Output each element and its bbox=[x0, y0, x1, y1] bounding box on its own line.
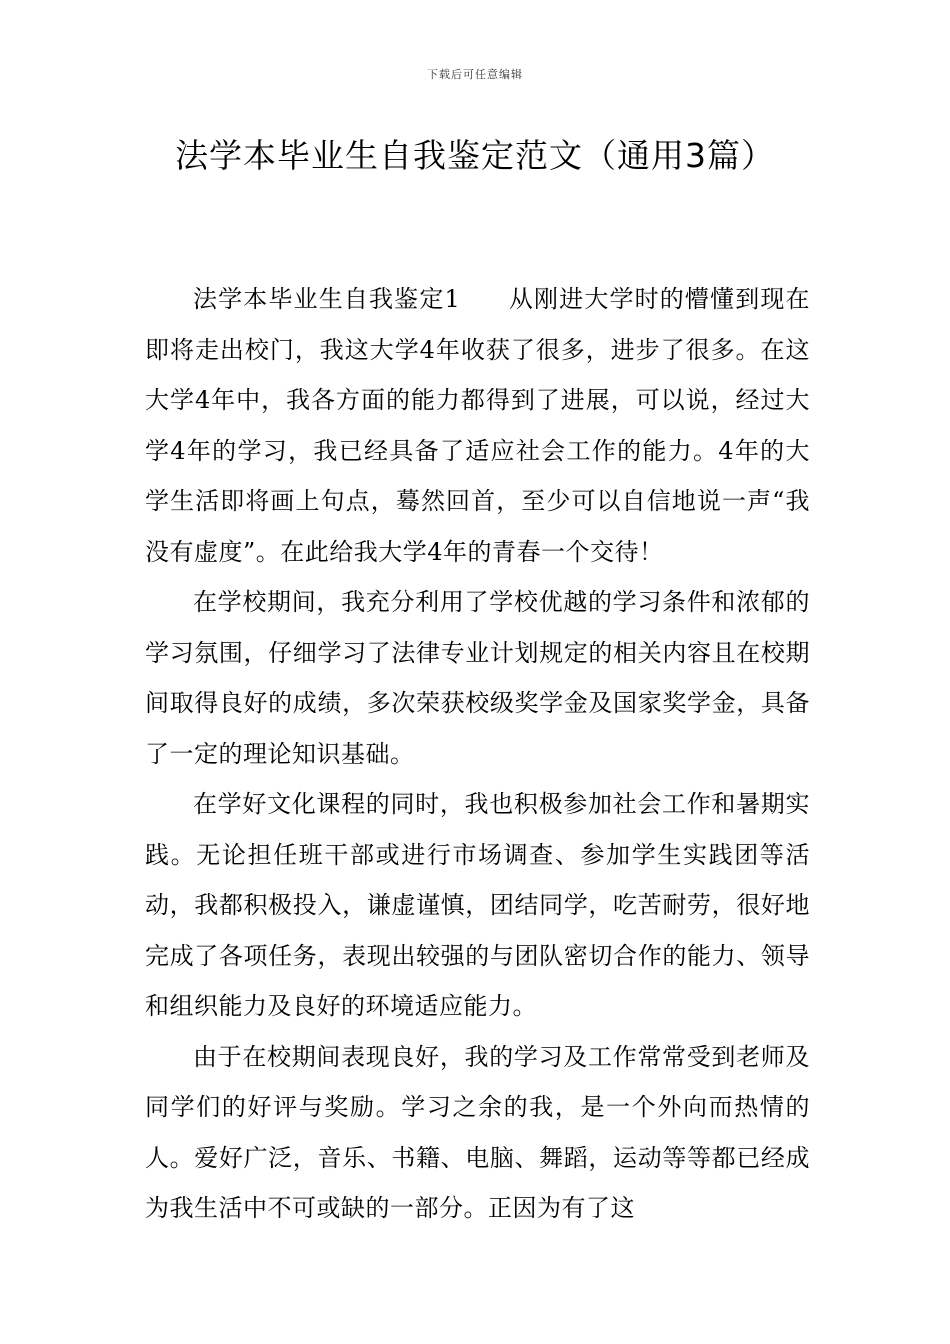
header-note: 下载后可任意编辑 bbox=[427, 68, 523, 81]
paragraph-2: 在学校期间，我充分利用了学校优越的学习条件和浓郁的学习氛围，仔细学习了法律专业计划规定的相关内容且在校期间取得良好的成绩，多次荣获校级奖学金及国家奖学金，具备了一定的理论知识基础。 bbox=[145, 588, 810, 768]
paragraph-1 bbox=[145, 274, 810, 577]
document-title: 法学本毕业生自我鉴定范文（通用3篇） bbox=[175, 136, 775, 175]
section-heading: 法学本毕业生自我鉴定1 bbox=[193, 285, 461, 313]
paragraph-3: 在学好文化课程的同时，我也积极参加社会工作和暑期实践。无论担任班干部或进行市场调查、参加学生实践团等活动，我都积极投入，谦虚谨慎，团结同学，吃苦耐劳，很好地完成了各项任务，表现出较强的与团队密切合作的能力、领导和组织能力及良好的环境适应能力。 bbox=[145, 790, 810, 1020]
paragraph-1-text: 从刚进大学时的懵懂到现在即将走出校门，我这大学4年收获了很多，进步了很多。在这大学4年中，我各方面的能力都得到了进展，可以说，经过大学4年的学习，我已经具备了适应社会工作的能力。4年的大学生活即将画上句点，蓦然回首，至少可以自信地说一声“我没有虚度”。在此给我大学4年的青春一个交待！ bbox=[145, 285, 810, 566]
document-body bbox=[145, 274, 810, 1234]
paragraph-4: 由于在校期间表现良好，我的学习及工作常常受到老师及同学们的好评与奖励。学习之余的我，是一个外向而热情的人。爱好广泛，音乐、书籍、电脑、舞蹈，运动等等都已经成为我生活中不可或缺的一部分。正因为有了这 bbox=[145, 1042, 810, 1222]
